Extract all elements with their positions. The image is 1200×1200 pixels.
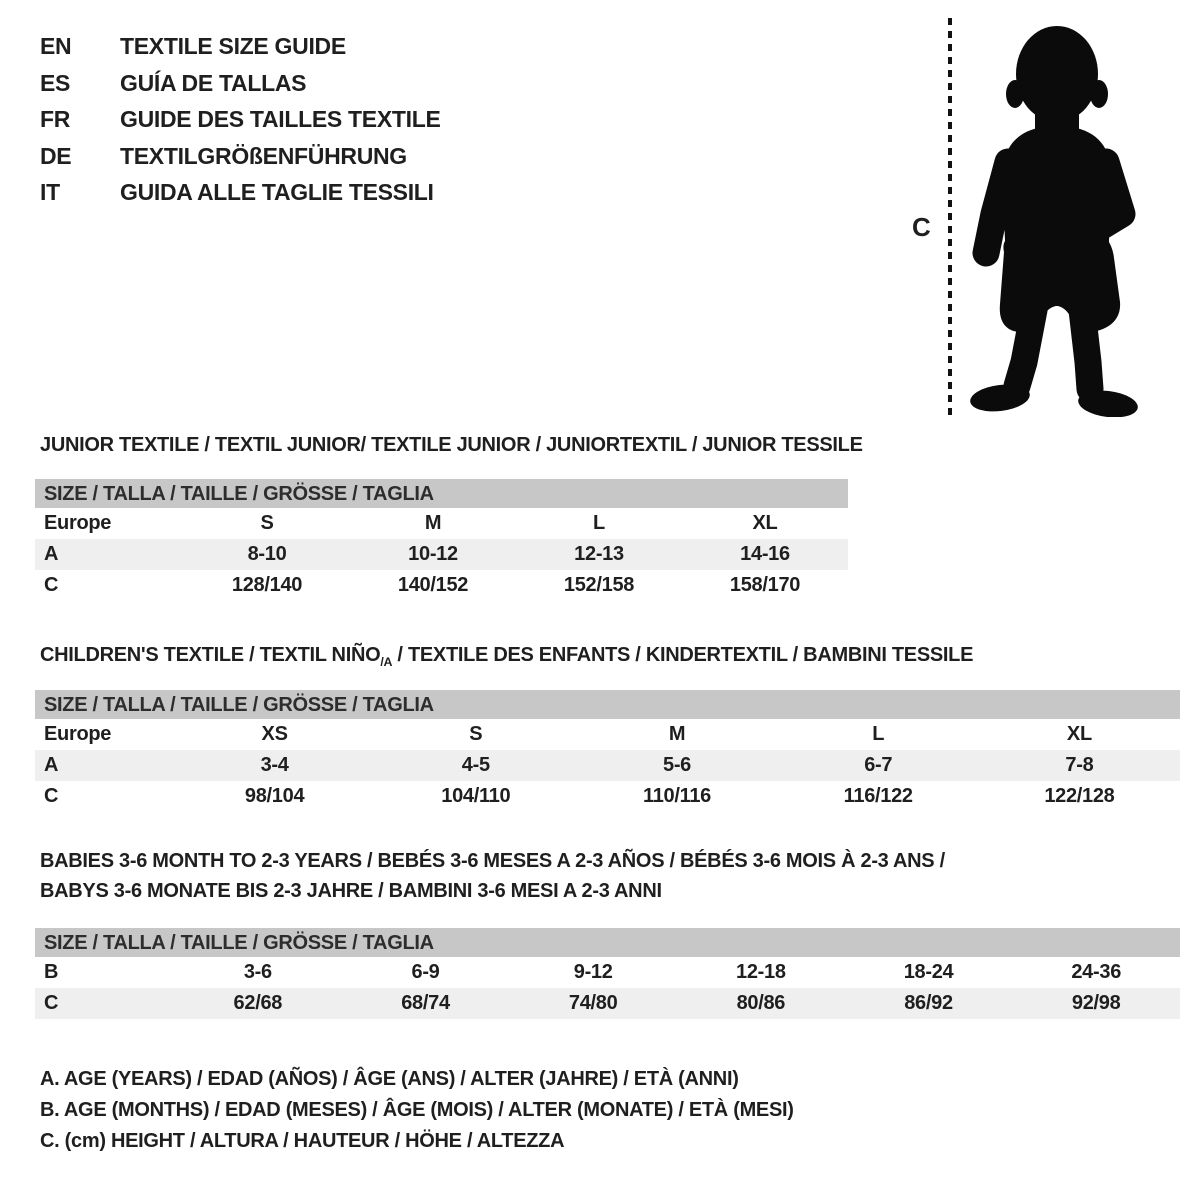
language-code: IT [40,179,60,205]
title-subscript: /A [380,655,393,669]
cell: 74/80 [568,992,618,1014]
cell: 116/122 [843,785,913,807]
cell: 80/86 [736,992,786,1014]
cell: 92/98 [1071,992,1121,1014]
row-label: A [44,543,59,565]
measurement-legend [40,1064,794,1157]
cell: L [593,512,605,534]
cell: 6-9 [411,961,440,983]
junior-section-title: JUNIOR TEXTILE / TEXTIL JUNIOR/ TEXTILE JUNIOR / JUNIORTEXTIL / JUNIOR TESSILE [40,434,863,456]
cell: 86/92 [904,992,953,1014]
size-header-bar: SIZE / TALLA / TAILLE / GRÖSSE / TAGLIA [35,479,848,508]
cell: 98/104 [244,785,305,807]
list-item [40,138,441,175]
cell: 8-10 [247,543,287,565]
language-code: FR [40,106,71,132]
cell: 18-24 [903,961,954,983]
cell: 104/110 [441,785,511,807]
language-code: DE [40,142,72,169]
children-section-title [40,644,973,669]
row-label: C [44,785,59,807]
cell: 3-4 [260,754,289,776]
row-label: C [44,574,59,596]
row-label: A [44,754,59,776]
cell: 140/152 [397,574,469,596]
size-header-bar: SIZE / TALLA / TAILLE / GRÖSSE / TAGLIA [35,928,1180,957]
language-code: ES [40,69,71,96]
table-row-height [35,781,1180,812]
cell: M [424,512,442,534]
cell: 5-6 [663,754,692,776]
cell: 9-12 [573,961,613,983]
cell: XL [1066,723,1092,745]
cell: 110/116 [643,785,711,807]
guide-title: TEXTILGRÖßENFÜHRUNG [120,142,407,169]
list-item [40,65,441,102]
guide-title: GUÍA DE TALLAS [120,69,307,96]
cell: XS [261,723,288,745]
legend-line-c: C. (cm) HEIGHT / ALTURA / HAUTEUR / HÖHE / ALTEZZA [40,1130,565,1152]
cell: S [260,512,274,534]
list-item [40,101,441,138]
row-label: B [44,961,59,983]
list-item [40,174,441,211]
row-label: C [44,992,59,1014]
title-text: CHILDREN'S TEXTILE / TEXTIL NIÑO [40,644,381,666]
row-label: Europe [44,723,112,745]
cell: 14-16 [740,543,790,565]
cell: 24-36 [1071,961,1122,983]
language-title-list [40,28,441,211]
cell: 68/74 [401,992,450,1014]
guide-title: GUIDA ALLE TAGLIE TESSILI [120,179,434,205]
table-row-age [35,750,1180,781]
junior-size-table [35,479,848,601]
cell: L [872,723,885,745]
guide-title: GUIDE DES TAILLES TEXTILE [120,106,441,132]
legend-line-b: B. AGE (MONTHS) / EDAD (MESES) / ÂGE (MOIS) / ALTER (MONATE) / ETÀ (MESI) [40,1099,794,1121]
row-label: Europe [44,512,112,534]
babies-size-table [35,928,1180,1019]
cell: 12-13 [574,543,624,565]
title-text: / TEXTILE DES ENFANTS / KINDERTEXTIL / BAMBINI TESSILE [392,644,974,666]
cell: 6-7 [864,754,893,776]
cell: 4-5 [461,754,490,776]
children-size-table [35,690,1180,812]
cell: 3-6 [243,961,272,983]
cell: S [469,723,483,745]
cell: 128/140 [231,574,303,596]
table-row-europe [35,719,1180,750]
height-dashed-line [948,18,952,416]
table-row-age [35,539,848,570]
cell: 152/158 [563,574,635,596]
cell: 62/68 [233,992,283,1014]
table-row-height [35,570,848,601]
guide-title: TEXTILE SIZE GUIDE [120,33,346,59]
cell: 12-18 [736,961,786,983]
babies-section-title-line1: BABIES 3-6 MONTH TO 2-3 YEARS / BEBÉS 3-6 MESES A 2-3 AÑOS / BÉBÉS 3-6 MOIS À 2-3 ANS / [40,850,945,872]
table-row-europe [35,508,848,539]
toddler-silhouette-icon [962,12,1147,417]
list-item [40,28,441,65]
language-code: EN [40,33,72,59]
cell: 7-8 [1065,754,1094,776]
size-header-bar: SIZE / TALLA / TAILLE / GRÖSSE / TAGLIA [35,690,1180,719]
cell: XL [752,512,778,534]
cell: 122/128 [1044,785,1115,807]
height-measure-label: C [912,212,931,242]
cell: M [668,723,686,745]
cell: 158/170 [729,574,801,596]
babies-section-title-line2: BABYS 3-6 MONATE BIS 2-3 JAHRE / BAMBINI 3-6 MESI A 2-3 ANNI [40,880,662,902]
legend-line-a: A. AGE (YEARS) / EDAD (AÑOS) / ÂGE (ANS) / ALTER (JAHRE) / ETÀ (ANNI) [40,1068,739,1090]
cell: 10-12 [408,543,458,565]
table-row-months [35,957,1180,988]
table-row-height [35,988,1180,1019]
